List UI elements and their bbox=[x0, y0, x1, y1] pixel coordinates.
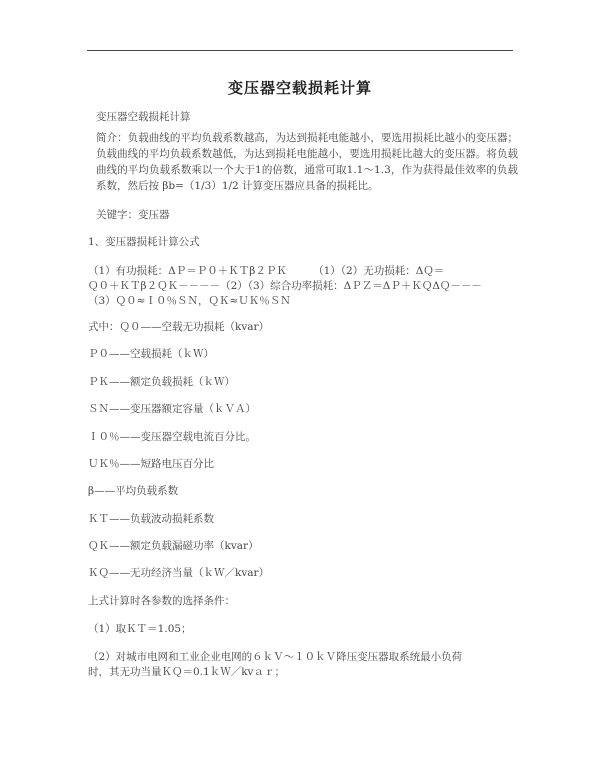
definition-item: ＰＫ——额定负载损耗（ｋＷ） bbox=[88, 376, 235, 388]
definition-item: ＫＱ——无功经济当量（ｋＷ／kvar） bbox=[88, 567, 270, 579]
definition-item: 式中：Ｑ０——空载无功损耗（kvar） bbox=[88, 321, 270, 333]
formula-line: Ｑ０＋ＫＴβ２ＱＫ－－－－（2）（3）综合功率损耗：ΔＰＺ＝ΔＰ＋ＫＱΔＱ－－－ bbox=[88, 280, 482, 292]
definition-item: β——平均负载系数 bbox=[88, 485, 179, 497]
definition-item: ＱＫ——额定负载漏磁功率（kvar） bbox=[88, 540, 259, 552]
condition-item: （1）取ＫＴ＝1.05； bbox=[88, 623, 192, 635]
section-heading: 1、变压器损耗计算公式 bbox=[88, 236, 200, 248]
intro-paragraph: 简介：负载曲线的平均负载系数越高，为达到损耗电能越小，要选用损耗比越小的变压器；负载曲线的平均负载系数越低，为达到损耗电能越小，要选用损耗比越大的变压器。将负载曲线的平均负载系数乘以一个大于1的倍数，通常可取1.1～1.3，作为获得最佳效率的负载系数，然后按 βb=（1/3）1/2 计算变压器应具备的损耗比。 bbox=[96, 132, 518, 192]
condition-item: 时，其无功当量ＫＱ＝0.1ｋＷ／kvａｒ； bbox=[88, 666, 285, 678]
definition-item: ＳＮ——变压器额定容量（ｋＶＡ） bbox=[88, 403, 256, 415]
formula-line: （3）Ｑ０≈Ｉ０％ＳＮ，ＱＫ≈ＵＫ％ＳＮ bbox=[88, 295, 291, 307]
definition-item: Ｐ０——空载损耗（ｋＷ） bbox=[88, 348, 214, 360]
keywords: 关键字：变压器 bbox=[96, 209, 170, 221]
definition-item: ＵＫ％——短路电压百分比 bbox=[88, 458, 214, 470]
subtitle: 变压器空载损耗计算 bbox=[96, 111, 191, 123]
page-title: 变压器空载损耗计算 bbox=[227, 79, 372, 97]
definition-item: Ｉ０％——变压器空载电流百分比。 bbox=[88, 431, 256, 443]
header-rule bbox=[87, 50, 513, 51]
condition-item: （2）对城市电网和工业企业电网的６ｋＶ～１０ｋＶ降压变压器取系统最小负荷 bbox=[88, 651, 463, 663]
definition-item: ＫＴ——负载波动损耗系数 bbox=[88, 513, 214, 525]
conditions-heading: 上式计算时各参数的选择条件： bbox=[88, 595, 235, 607]
formula-line: （1）有功损耗：ΔＰ＝Ｐ０＋ＫＴβ２ＰＫ （1）（2）无功损耗：ΔＱ＝ bbox=[88, 265, 445, 277]
